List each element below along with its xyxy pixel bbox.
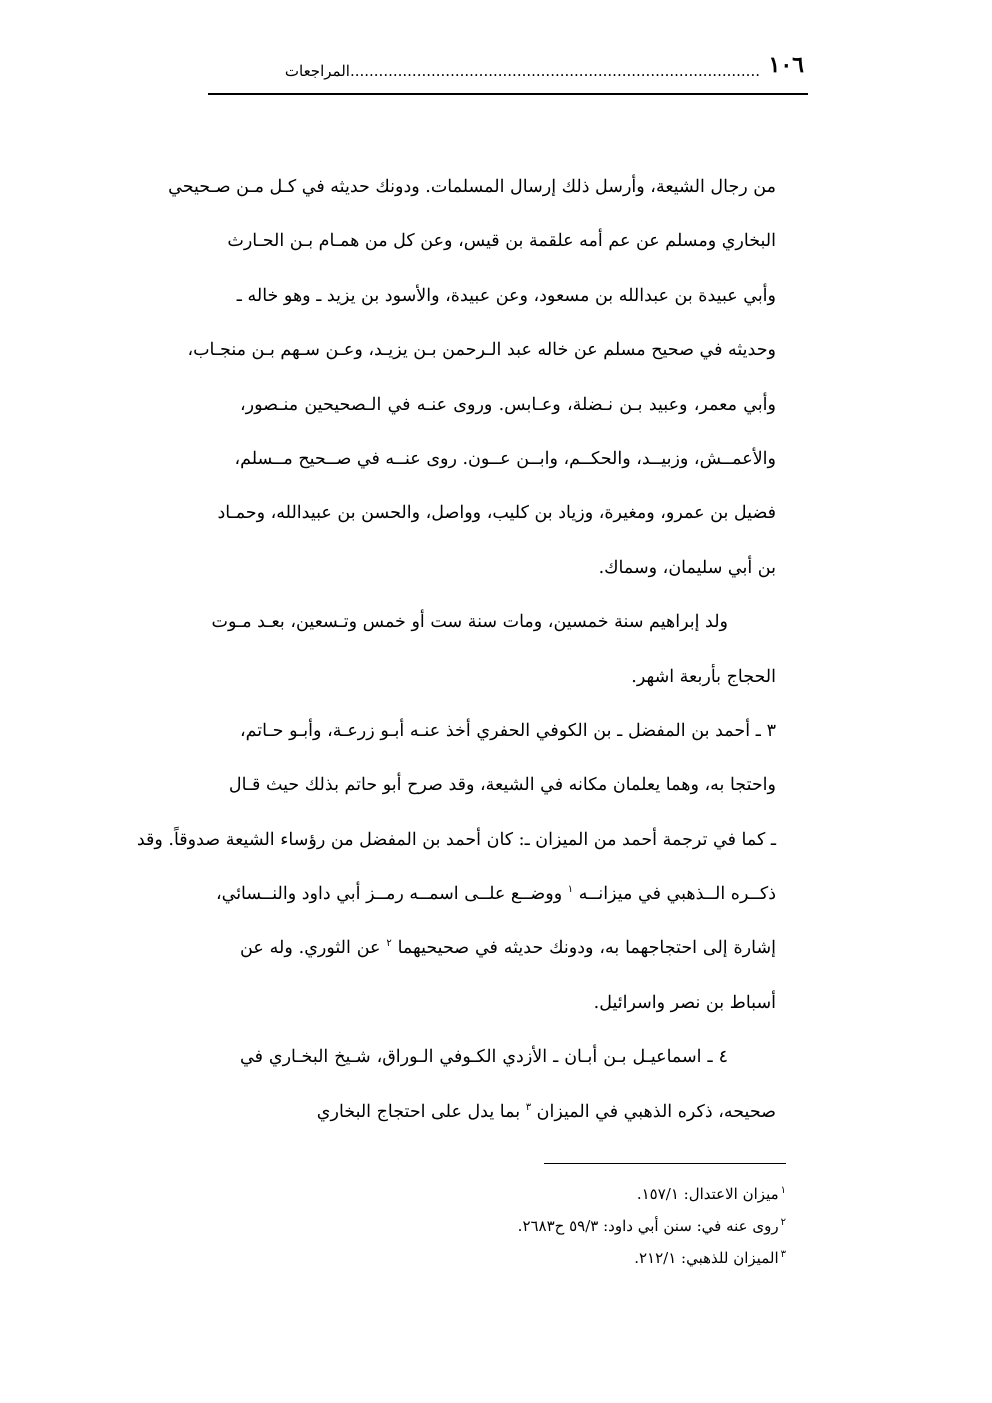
text-line: وحديثه في صحيح مسلم عن خاله عبد الـرحمن بـن يزيـد، وعـن سـهم بـن منجـاب، <box>187 340 776 361</box>
running-title <box>285 60 760 82</box>
footnote <box>400 1178 786 1210</box>
text-line: ٣ ـ أحمد بن المفضل ـ بن الكوفي الحفري أخذ عنـه أبـو زرعـة، وأبـو حـاتم، <box>240 720 776 741</box>
footnote-number: ٢ <box>780 1217 786 1228</box>
page-number: ١٠٦ <box>768 52 804 78</box>
text-segment: إشارة إلى احتجاجهما به، ودونك حديثه في صحيحيهما <box>397 938 776 959</box>
footnote-ref: ٣ <box>525 1101 532 1113</box>
text-line: ٤ ـ اسماعيـل بـن أبـان ـ الأزدي الكـوفي الـوراق، شـيخ البخـاري في <box>240 1047 728 1068</box>
footnote-text: الميزان للذهبي: ٢١٢/١. <box>634 1249 779 1267</box>
text-segment: عن الثوري. وله عن <box>240 938 381 959</box>
text-line <box>240 921 776 975</box>
footnote-text: ميزان الاعتدال: ١٥٧/١. <box>636 1185 779 1203</box>
footnote <box>400 1210 786 1242</box>
text-line: ـ كما في ترجمة أحمد من الميزان ـ: كان أحمد بن المفضل من رؤساء الشيعة صدوقاً. وقد <box>136 829 776 850</box>
text-segment: ووضــع علــى اسمــه رمــز أبي داود والنــسائي، <box>215 884 563 905</box>
main-text <box>136 160 776 1139</box>
text-line: فضيل بن عمرو، ومغيرة، وزياد بن كليب، وواصل، والحسن بن عبيدالله، وحمـاد <box>217 503 776 524</box>
text-line: أسباط بن نصر واسرائيل. <box>593 992 776 1013</box>
book-title: المراجعات <box>284 62 350 80</box>
text-line <box>240 1085 776 1139</box>
footnote-ref: ٢ <box>386 938 392 950</box>
footnote-number: ١ <box>780 1185 786 1196</box>
text-line: وأبي معمر، وعبيد بـن نـضلة، وعـابس. وروى عنـه في الـصحيحين منـصور، <box>240 394 776 415</box>
text-segment: بما يدل على احتجاج البخاري <box>316 1101 521 1122</box>
footnotes <box>400 1178 786 1274</box>
text-line <box>215 867 776 921</box>
footnote-text: روى عنه في: سنن أبي داود: ٥٩/٣ ح٢٦٨٣. <box>517 1217 779 1235</box>
header-dots: ...................................................................................... <box>349 62 760 80</box>
text-line: واحتجا به، وهما يعلمان مكانه في الشيعة، وقد صرح أبو حاتم بذلك حيث قـال <box>228 775 776 796</box>
text-line: والأعمــش، وزبيــد، والحكــم، وابــن عــون. روى عنــه في صــحيح مــسلم، <box>234 448 776 469</box>
footnote-ref: ١ <box>567 884 574 896</box>
footnote <box>400 1242 786 1274</box>
text-line: ولد إبراهيم سنة خمسين، ومات سنة ست أو خمس وتـسعين، بعـد مـوت <box>211 612 728 633</box>
text-line: من رجال الشيعة، وأرسل ذلك إرسال المسلمات. ودونك حديثه في كـل مـن صـحيحي <box>168 177 776 197</box>
header-rule <box>208 93 808 95</box>
text-line: وأبي عبيدة بن عبدالله بن مسعود، وعن عبيدة، والأسود بن يزيد ـ وهو خاله ـ <box>236 285 776 306</box>
text-line: بن أبي سليمان، وسماك. <box>598 557 776 578</box>
text-line: الحجاج بأربعة اشهر. <box>631 666 776 687</box>
footnote-number: ٣ <box>780 1249 786 1260</box>
page-header <box>208 52 808 94</box>
text-line: البخاري ومسلم عن عم أمه علقمة بن قيس، وعن كل من همـام بـن الحـارث <box>227 231 776 252</box>
text-segment: ذكــره الــذهبي في ميزانــه <box>578 884 776 905</box>
footnote-rule <box>544 1163 786 1164</box>
text-segment: صحيحه، ذكره الذهبي في الميزان <box>536 1101 776 1122</box>
